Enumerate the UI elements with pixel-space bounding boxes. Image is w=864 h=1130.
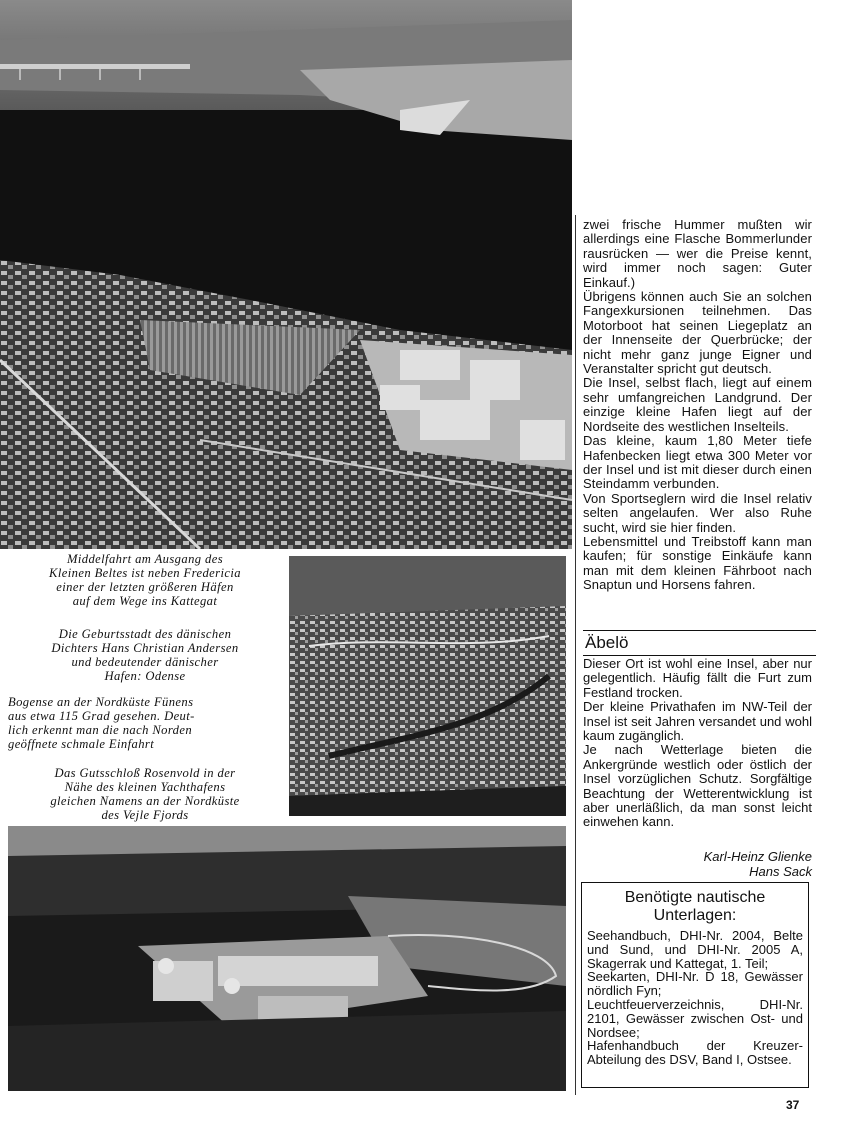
author-credits [583,849,812,879]
column-divider [575,215,576,1095]
article-paragraph: Das kleine, kaum 1,80 Meter tiefe Hafenbecken liegt etwa 300 Meter vor der Insel und ist mit dieser durch einen Steindamm verbunden. [583,433,812,492]
photo-rosenvold-aerial [8,826,566,1091]
caption-rosenvold: Das Gutsschloß Rosenvold in der Nähe des kleinen Yachthafens gleichen Namens an der Nordküste des Vejle Fjords [50,766,240,822]
caption-bogense: Bogense an der Nordküste Fünens aus etwa 115 Grad gesehen. Deut- lich erkennt man die nach Norden geöffnete schmale Einfahrt [8,695,195,751]
author-name: Hans Sack [749,864,812,879]
caption-odense: Die Geburtsstadt des dänischen Dichters Hans Christian Andersen und bedeutender dänischer Hafen: Odense [51,627,239,683]
article-paragraph: Von Sportseglern wird die Insel relativ selten angelaufen. Wer also Ruhe sucht, wird sie hier finden. [583,490,812,535]
photo-middelfahrt-aerial [0,0,572,549]
article-paragraph: Die Insel, selbst flach, liegt auf einem sehr umfangreichen Landgrund. Der einzige kleine Hafen liegt auf der Nordseite des westlichen Inselteils. [583,375,812,434]
nautical-documents-box [581,882,809,1088]
box-text: Seehandbuch, DHI-Nr. 2004, Belte und Sund, und DHI-Nr. 2005 A, Skagerrak und Kattegat, 1. Teil; Seekarten, DHI-Nr. D 18, Gewässer nördlich Fyn; Leuchtfeuerverzeichnis, DHI-Nr. 2101, Gewässer zwischen Ost- und Nordsee; Hafenhandbuch der Kreuzer-Abteilung des DSV, Band I, Ostsee. [587,928,803,1068]
photo-odense-aerial [289,556,566,816]
page-number: 37 [786,1098,800,1112]
article-paragraph: Lebensmittel und Treibstoff kann man kaufen; für sonstige Einkäufe kann man mit dem kleinen Fährboot nach Snaptun und Horsens fahren. [583,533,812,593]
article-paragraph: zwei frische Hummer mußten wir allerdings eine Flasche Bommerlunder rausrücken — wer die Preise kennt, wird immer noch sagen: Guter Einkauf.) [583,217,812,290]
section-paragraph: Je nach Wetterlage bieten die Ankergründe westlich oder östlich der Insel vorzüglichen Schutz. Sorgfältige Beachtung der Wetterentwicklung ist aber unerläßlich, da man sonst leicht einwehen kann. [583,742,812,830]
article-paragraph: Übrigens können auch Sie an solchen Fangexkursionen teilnehmen. Das Motorboot hat seinen Liegeplatz an der Innenseite der Querbrücke; der nicht mehr ganz junge Eigner und Veranstalter spricht gut deutsch. [583,289,812,377]
section-paragraph: Der kleine Privathafen im NW-Teil der Insel ist seit Jahren versandet und wohl kaum zugänglich. [583,699,812,744]
section-heading-abelo: Äbelö [583,630,816,656]
author-name: Karl-Heinz Glienke [703,849,812,864]
box-title: Benötigte nautische Unterlagen: [624,889,766,924]
section-body [583,657,812,830]
article-column [583,218,812,593]
caption-middelfahrt: Middelfahrt am Ausgang des Kleinen Beltes ist neben Fredericia einer der letzten größeren Häfen auf dem Wege ins Kattegat [49,552,241,608]
section-paragraph: Dieser Ort ist wohl eine Insel, aber nur gelegentlich. Häufig fällt die Furt zum Festland trocken. [583,656,812,700]
